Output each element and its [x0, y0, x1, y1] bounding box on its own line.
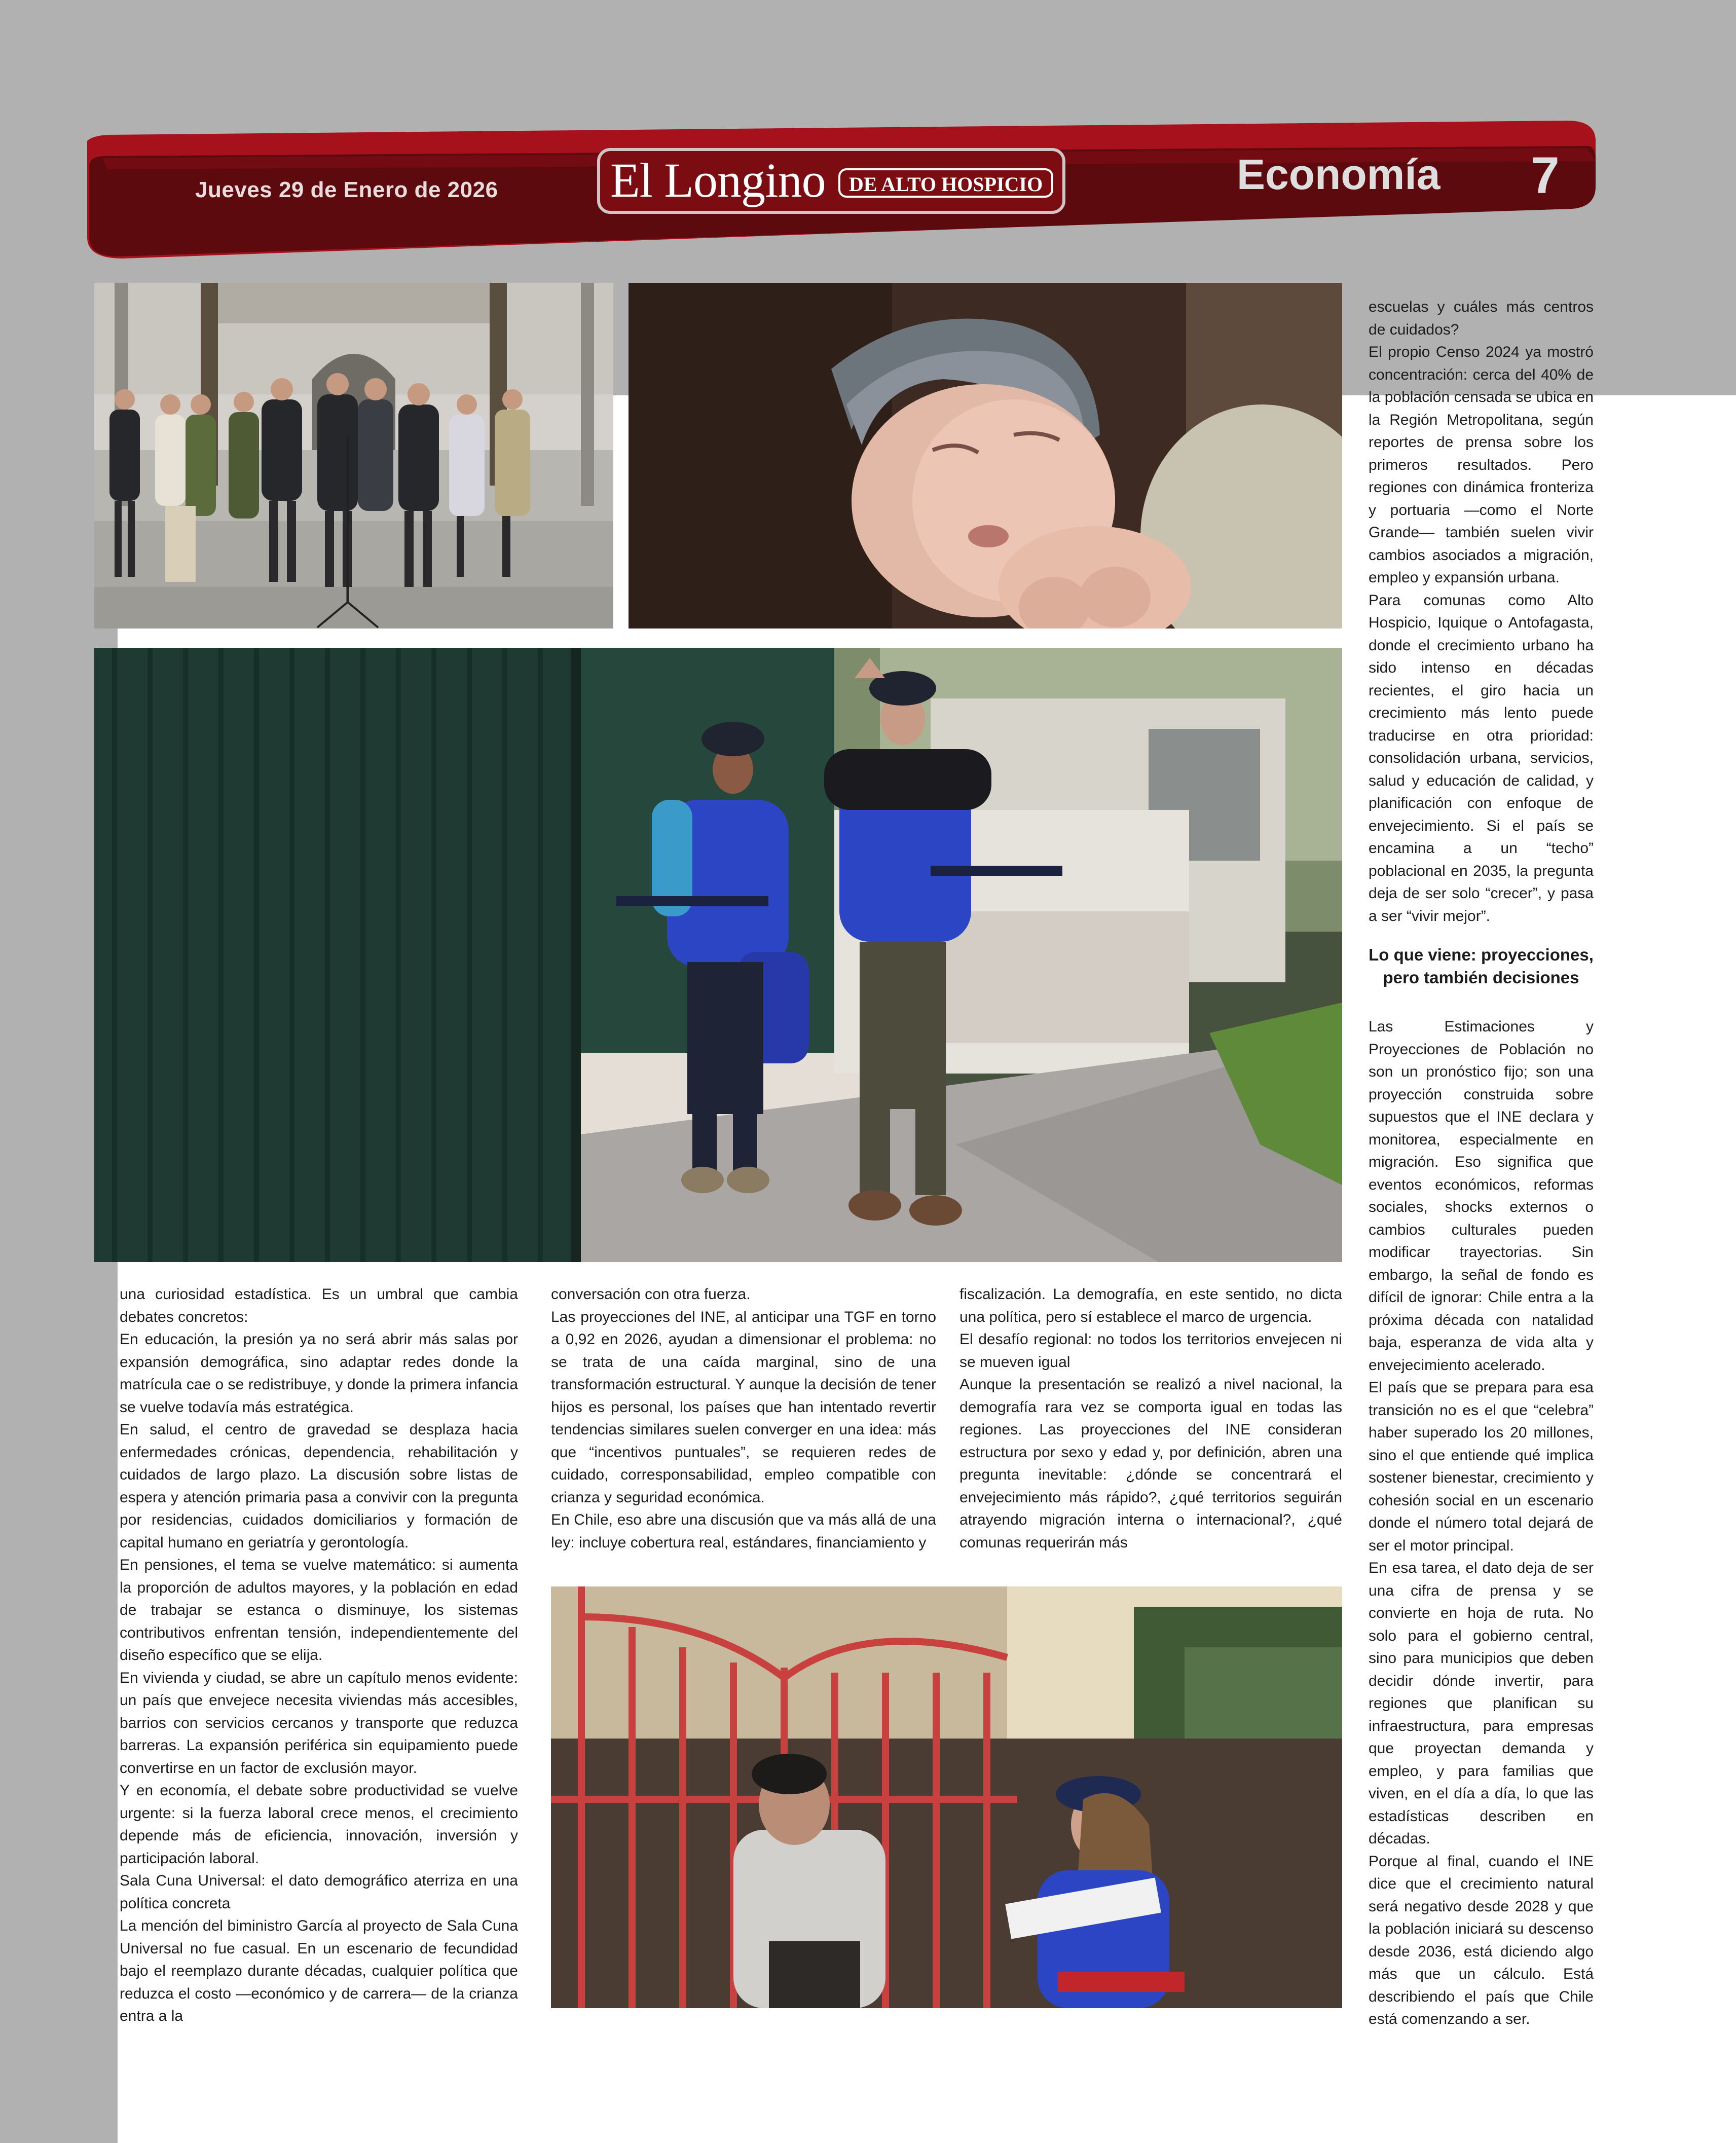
paragraph: Porque al final, cuando el INE dice que el crecimiento natural será negativo desde 2028 y que la población iniciará su descenso desde 2036, está diciendo algo más que un cálculo. Está describiendo el país que Chile está comenzando a ser.	[1369, 1853, 1594, 2027]
article-column-2	[551, 1283, 936, 1554]
section-title: Economía	[1237, 151, 1440, 198]
paragraph: escuelas y cuáles más centros de cuidados?	[1369, 299, 1594, 338]
officials-press-conference-photo	[94, 283, 613, 629]
article-column-4-top	[1369, 296, 1594, 928]
paragraph: Para comunas como Alto Hospicio, Iquique o Antofagasta, donde el crecimiento urbano ha sido intenso en décadas recientes, el giro hacia un crecimiento más lento puede traducirse en otra prioridad: consolidación urbana, servicios, salud y educación de calidad, y planificación con enfoque de envejecimiento. Si el país se encamina a un “techo” poblacional en 2035, la pregunta deja de ser solo “crecer”, y pasa a ser “vivir mejor”.	[1369, 592, 1594, 925]
paragraph: En esa tarea, el dato deja de ser una cifra de prensa y se convierte en hoja de ruta. No solo para el gobierno central, sino para municipios que deben decidir dónde invertir, para regiones que planifican su infraestructura, para empresas que proyectan demanda y empleo, y para familias que viven, en el día a día, lo que las estadísticas describen en décadas.	[1369, 1560, 1594, 1847]
paragraph: Sala Cuna Universal: el dato demográfico aterriza en una política concreta	[120, 1872, 518, 1912]
census-interview-gate-photo	[551, 1586, 1342, 2008]
paragraph: una curiosidad estadística. Es un umbral que cambia debates concretos:	[120, 1286, 518, 1325]
issue-date: Jueves 29 de Enero de 2026	[195, 177, 498, 202]
paragraph: Aunque la presentación se realizó a nivel nacional, la demografía rara vez se comporta igual en todas las regiones. Las proyecciones del INE consideran estructura por sexo y edad y, por definición, abren una pregunta inevitable: ¿dónde se concentrará el envejecimiento más rápido?, ¿qué territorios seguirán atrayendo migración interna o internacional?, ¿qué comunas requerirán más	[959, 1376, 1342, 1551]
paragraph: fiscalización. La demografía, en este sentido, no dicta una política, pero sí establece el marco de urgencia.	[959, 1286, 1342, 1325]
paragraph: En pensiones, el tema se vuelve matemático: si aumenta la proporción de adultos mayores, y la población en edad de trabajar se estanca o disminuye, los sistemas contributivos enfrentan tensión, independientemente del diseño específico que se elija.	[120, 1557, 518, 1664]
paragraph: El desafío regional: no todos los territorios envejecen ni se mueven igual	[959, 1331, 1342, 1371]
census-workers-street-photo	[94, 648, 1342, 1262]
paragraph: Las Estimaciones y Proyecciones de Población no son un pronóstico fijo; son una proyección construida sobre supuestos que el INE declara y monitorea, especialmente en migración. Eso significa que eventos económicos, reformas sociales, shocks externos o cambios culturales pueden modificar trayectorias. Sin embargo, la señal de fondo es difícil de ignorar: Chile entra a la próxima década con natalidad baja, esperanza de vida alta y envejecimiento acelerado.	[1369, 1018, 1594, 1374]
paragraph: La mención del biministro García al proyecto de Sala Cuna Universal no fue casual. En un escenario de fecundidad bajo el reemplazo durante décadas, cualquier política que reduzca el costo —económico y de carrera— de la crianza entra a la	[120, 1917, 518, 2024]
paragraph: El país que se prepara para esa transición no es el que “celebra” haber superado los 20 millones, sino el que entiende qué implica sostener bienestar, crecimiento y cohesión social en un escenario donde el número total dejará de ser el motor principal.	[1369, 1379, 1594, 1554]
paragraph: El propio Censo 2024 ya mostró concentración: cerca del 40% de la población censada se ubica en la Región Metropolitana, según reportes de prensa sobre los primeros resultados. Pero regiones con dinámica fronteriza y portuaria —como el Norte Grande— también suelen vivir cambios asociados a migración, empleo y expansión urbana.	[1369, 344, 1594, 586]
paragraph: En vivienda y ciudad, se abre un capítulo menos evidente: un país que envejece necesita viviendas más accesibles, barrios con servicios cercanos y transporte que reduzca barreras. La expansión periférica sin equipamiento puede convertirse en un factor de exclusión mayor.	[120, 1669, 518, 1777]
newspaper-logo	[597, 148, 1065, 214]
paragraph: Y en economía, el debate sobre productividad se vuelve urgente: si la fuerza laboral crece menos, el crecimiento depende más de eficiencia, innovación, inversión y participación laboral.	[120, 1782, 518, 1867]
paragraph: Las proyecciones del INE, al anticipar una TGF en torno a 0,92 en 2026, ayudan a dimensionar el problema: no se trata de una caída marginal, sino de una transformación estructural. Y aunque la decisión de tener hijos es personal, los países que han intentado revertir tendencias similares suelen converger en una idea: más que “incentivos puntuales”, se requieren redes de cuidado, corresponsabilidad, empleo compatible con crianza y seguridad económica.	[551, 1308, 936, 1506]
paragraph: En Chile, eso abre una discusión que va más allá de una ley: incluye cobertura real, estándares, financiamiento y	[551, 1511, 936, 1551]
paragraph: En salud, el centro de gravedad se desplaza hacia enfermedades crónicas, dependencia, rehabilitación y cuidados de largo plazo. La discusión sobre listas de espera y atención primaria pasa a convivir con la pregunta por residencias, cuidados domiciliarios y formación de capital humano en geriatría y gerontología.	[120, 1421, 518, 1551]
paragraph: En educación, la presión ya no será abrir más salas por expansión demográfica, sino adaptar redes donde la matrícula cae o se redistribuye, y donde la primera infancia se vuelve todavía más estratégica.	[120, 1331, 518, 1416]
page-number: 7	[1531, 146, 1560, 204]
logo-title: El Longino	[610, 153, 826, 207]
section-subheading: Lo que viene: proyecciones, pero también decisiones	[1369, 945, 1594, 987]
article-column-1	[120, 1283, 518, 2028]
paragraph: conversación con otra fuerza.	[551, 1286, 751, 1303]
newborn-baby-photo	[629, 283, 1342, 629]
logo-subtitle-badge	[838, 168, 1053, 198]
article-column-4-bottom	[1369, 1016, 1594, 2031]
article-column-3	[959, 1283, 1342, 1554]
logo-subtitle: DE ALTO HOSPICIO	[848, 173, 1043, 196]
